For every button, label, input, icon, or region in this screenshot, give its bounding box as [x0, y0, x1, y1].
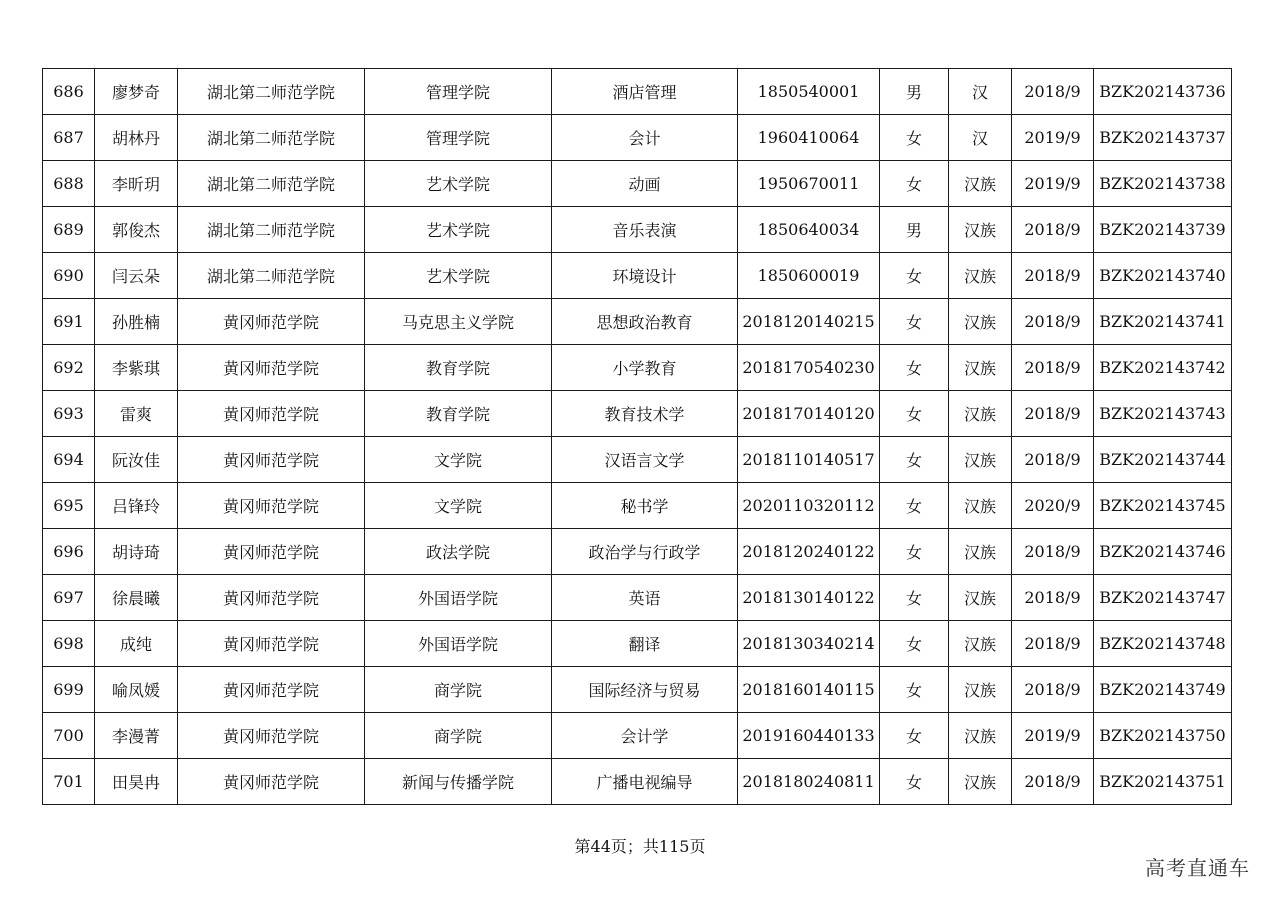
university-cell: 湖北第二师范学院 — [178, 207, 365, 253]
student-id-cell: 1850600019 — [738, 253, 880, 299]
university-cell: 湖北第二师范学院 — [178, 69, 365, 115]
student-name-cell: 李紫琪 — [95, 345, 178, 391]
university-cell: 黄冈师范学院 — [178, 621, 365, 667]
certificate-number-cell: BZK202143742 — [1094, 345, 1232, 391]
college-cell: 艺术学院 — [365, 161, 552, 207]
student-id-cell: 2018110140517 — [738, 437, 880, 483]
ethnicity-cell: 汉族 — [949, 713, 1012, 759]
college-cell: 外国语学院 — [365, 621, 552, 667]
student-name-cell: 阮汝佳 — [95, 437, 178, 483]
table-row — [43, 575, 1232, 621]
table-row — [43, 115, 1232, 161]
student-name-cell: 胡林丹 — [95, 115, 178, 161]
student-name-cell: 成纯 — [95, 621, 178, 667]
major-cell: 酒店管理 — [552, 69, 738, 115]
certificate-number-cell: BZK202143737 — [1094, 115, 1232, 161]
student-id-cell: 2018130140122 — [738, 575, 880, 621]
major-cell: 国际经济与贸易 — [552, 667, 738, 713]
row-index-cell: 689 — [43, 207, 95, 253]
enrollment-date-cell: 2018/9 — [1012, 299, 1094, 345]
university-cell: 黄冈师范学院 — [178, 437, 365, 483]
certificate-number-cell: BZK202143748 — [1094, 621, 1232, 667]
ethnicity-cell: 汉族 — [949, 253, 1012, 299]
table-row — [43, 69, 1232, 115]
table-row — [43, 621, 1232, 667]
gender-cell: 女 — [880, 345, 949, 391]
enrollment-date-cell: 2018/9 — [1012, 575, 1094, 621]
row-index-cell: 693 — [43, 391, 95, 437]
certificate-number-cell: BZK202143736 — [1094, 69, 1232, 115]
ethnicity-cell: 汉族 — [949, 161, 1012, 207]
major-cell: 广播电视编导 — [552, 759, 738, 805]
enrollment-date-cell: 2019/9 — [1012, 115, 1094, 161]
student-name-cell: 李昕玥 — [95, 161, 178, 207]
certificate-number-cell: BZK202143738 — [1094, 161, 1232, 207]
student-name-cell: 胡诗琦 — [95, 529, 178, 575]
row-index-cell: 698 — [43, 621, 95, 667]
table-row — [43, 161, 1232, 207]
college-cell: 艺术学院 — [365, 253, 552, 299]
college-cell: 商学院 — [365, 713, 552, 759]
gender-cell: 女 — [880, 299, 949, 345]
college-cell: 政法学院 — [365, 529, 552, 575]
enrollment-date-cell: 2018/9 — [1012, 759, 1094, 805]
table-row — [43, 253, 1232, 299]
student-id-cell: 2018130340214 — [738, 621, 880, 667]
row-index-cell: 699 — [43, 667, 95, 713]
major-cell: 汉语言文学 — [552, 437, 738, 483]
student-name-cell: 闫云朵 — [95, 253, 178, 299]
major-cell: 环境设计 — [552, 253, 738, 299]
certificate-number-cell: BZK202143747 — [1094, 575, 1232, 621]
watermark-logo: 高考直通车 — [1145, 856, 1250, 880]
major-cell: 会计 — [552, 115, 738, 161]
student-id-cell: 2018120240122 — [738, 529, 880, 575]
enrollment-date-cell: 2018/9 — [1012, 621, 1094, 667]
university-cell: 黄冈师范学院 — [178, 575, 365, 621]
major-cell: 翻译 — [552, 621, 738, 667]
row-index-cell: 688 — [43, 161, 95, 207]
university-cell: 黄冈师范学院 — [178, 483, 365, 529]
gender-cell: 女 — [880, 161, 949, 207]
gender-cell: 男 — [880, 69, 949, 115]
table-row — [43, 759, 1232, 805]
university-cell: 黄冈师范学院 — [178, 667, 365, 713]
table-row — [43, 483, 1232, 529]
row-index-cell: 694 — [43, 437, 95, 483]
certificate-number-cell: BZK202143750 — [1094, 713, 1232, 759]
ethnicity-cell: 汉族 — [949, 391, 1012, 437]
college-cell: 文学院 — [365, 437, 552, 483]
student-id-cell: 2018170540230 — [738, 345, 880, 391]
row-index-cell: 690 — [43, 253, 95, 299]
gender-cell: 女 — [880, 575, 949, 621]
ethnicity-cell: 汉族 — [949, 621, 1012, 667]
student-table — [42, 68, 1232, 805]
student-id-cell: 1960410064 — [738, 115, 880, 161]
gender-cell: 女 — [880, 391, 949, 437]
enrollment-date-cell: 2019/9 — [1012, 713, 1094, 759]
student-id-cell: 1950670011 — [738, 161, 880, 207]
gender-cell: 男 — [880, 207, 949, 253]
table-body — [43, 69, 1232, 805]
student-id-cell: 1850540001 — [738, 69, 880, 115]
enrollment-date-cell: 2018/9 — [1012, 437, 1094, 483]
major-cell: 小学教育 — [552, 345, 738, 391]
gender-cell: 女 — [880, 621, 949, 667]
row-index-cell: 692 — [43, 345, 95, 391]
ethnicity-cell: 汉族 — [949, 437, 1012, 483]
gender-cell: 女 — [880, 529, 949, 575]
university-cell: 黄冈师范学院 — [178, 345, 365, 391]
ethnicity-cell: 汉族 — [949, 759, 1012, 805]
university-cell: 黄冈师范学院 — [178, 299, 365, 345]
student-id-cell: 1850640034 — [738, 207, 880, 253]
student-name-cell: 吕锋玲 — [95, 483, 178, 529]
ethnicity-cell: 汉族 — [949, 483, 1012, 529]
certificate-number-cell: BZK202143751 — [1094, 759, 1232, 805]
student-name-cell: 孙胜楠 — [95, 299, 178, 345]
table-row — [43, 437, 1232, 483]
enrollment-date-cell: 2018/9 — [1012, 207, 1094, 253]
table-row — [43, 207, 1232, 253]
college-cell: 马克思主义学院 — [365, 299, 552, 345]
university-cell: 黄冈师范学院 — [178, 713, 365, 759]
certificate-number-cell: BZK202143746 — [1094, 529, 1232, 575]
student-id-cell: 2020110320112 — [738, 483, 880, 529]
college-cell: 艺术学院 — [365, 207, 552, 253]
student-name-cell: 田昊冉 — [95, 759, 178, 805]
enrollment-date-cell: 2020/9 — [1012, 483, 1094, 529]
university-cell: 湖北第二师范学院 — [178, 161, 365, 207]
college-cell: 管理学院 — [365, 115, 552, 161]
certificate-number-cell: BZK202143739 — [1094, 207, 1232, 253]
major-cell: 政治学与行政学 — [552, 529, 738, 575]
student-name-cell: 廖梦奇 — [95, 69, 178, 115]
table-row — [43, 529, 1232, 575]
row-index-cell: 691 — [43, 299, 95, 345]
ethnicity-cell: 汉 — [949, 69, 1012, 115]
student-name-cell: 徐晨曦 — [95, 575, 178, 621]
ethnicity-cell: 汉族 — [949, 575, 1012, 621]
ethnicity-cell: 汉 — [949, 115, 1012, 161]
certificate-number-cell: BZK202143749 — [1094, 667, 1232, 713]
college-cell: 外国语学院 — [365, 575, 552, 621]
college-cell: 新闻与传播学院 — [365, 759, 552, 805]
ethnicity-cell: 汉族 — [949, 207, 1012, 253]
student-id-cell: 2019160440133 — [738, 713, 880, 759]
enrollment-date-cell: 2018/9 — [1012, 529, 1094, 575]
student-id-cell: 2018170140120 — [738, 391, 880, 437]
student-name-cell: 李漫菁 — [95, 713, 178, 759]
university-cell: 黄冈师范学院 — [178, 759, 365, 805]
certificate-number-cell: BZK202143740 — [1094, 253, 1232, 299]
gender-cell: 女 — [880, 759, 949, 805]
major-cell: 会计学 — [552, 713, 738, 759]
college-cell: 文学院 — [365, 483, 552, 529]
college-cell: 管理学院 — [365, 69, 552, 115]
table-row — [43, 391, 1232, 437]
student-id-cell: 2018120140215 — [738, 299, 880, 345]
row-index-cell: 697 — [43, 575, 95, 621]
table-row — [43, 299, 1232, 345]
student-id-cell: 2018160140115 — [738, 667, 880, 713]
enrollment-date-cell: 2018/9 — [1012, 667, 1094, 713]
gender-cell: 女 — [880, 483, 949, 529]
student-name-cell: 雷爽 — [95, 391, 178, 437]
certificate-number-cell: BZK202143743 — [1094, 391, 1232, 437]
major-cell: 音乐表演 — [552, 207, 738, 253]
ethnicity-cell: 汉族 — [949, 667, 1012, 713]
enrollment-date-cell: 2018/9 — [1012, 345, 1094, 391]
table-row — [43, 667, 1232, 713]
certificate-number-cell: BZK202143744 — [1094, 437, 1232, 483]
row-index-cell: 686 — [43, 69, 95, 115]
ethnicity-cell: 汉族 — [949, 299, 1012, 345]
gender-cell: 女 — [880, 437, 949, 483]
major-cell: 动画 — [552, 161, 738, 207]
university-cell: 湖北第二师范学院 — [178, 115, 365, 161]
college-cell: 教育学院 — [365, 345, 552, 391]
gender-cell: 女 — [880, 253, 949, 299]
student-name-cell: 喻凤媛 — [95, 667, 178, 713]
table-row — [43, 713, 1232, 759]
student-name-cell: 郭俊杰 — [95, 207, 178, 253]
certificate-number-cell: BZK202143741 — [1094, 299, 1232, 345]
student-id-cell: 2018180240811 — [738, 759, 880, 805]
gender-cell: 女 — [880, 115, 949, 161]
ethnicity-cell: 汉族 — [949, 345, 1012, 391]
college-cell: 教育学院 — [365, 391, 552, 437]
ethnicity-cell: 汉族 — [949, 529, 1012, 575]
gender-cell: 女 — [880, 667, 949, 713]
major-cell: 英语 — [552, 575, 738, 621]
major-cell: 思想政治教育 — [552, 299, 738, 345]
university-cell: 黄冈师范学院 — [178, 529, 365, 575]
major-cell: 教育技术学 — [552, 391, 738, 437]
row-index-cell: 696 — [43, 529, 95, 575]
enrollment-date-cell: 2018/9 — [1012, 69, 1094, 115]
row-index-cell: 701 — [43, 759, 95, 805]
row-index-cell: 700 — [43, 713, 95, 759]
major-cell: 秘书学 — [552, 483, 738, 529]
enrollment-date-cell: 2019/9 — [1012, 161, 1094, 207]
enrollment-date-cell: 2018/9 — [1012, 253, 1094, 299]
university-cell: 黄冈师范学院 — [178, 391, 365, 437]
gender-cell: 女 — [880, 713, 949, 759]
college-cell: 商学院 — [365, 667, 552, 713]
university-cell: 湖北第二师范学院 — [178, 253, 365, 299]
enrollment-date-cell: 2018/9 — [1012, 391, 1094, 437]
row-index-cell: 695 — [43, 483, 95, 529]
table-row — [43, 345, 1232, 391]
certificate-number-cell: BZK202143745 — [1094, 483, 1232, 529]
row-index-cell: 687 — [43, 115, 95, 161]
page-number: 第44页；共115页 — [574, 837, 706, 856]
